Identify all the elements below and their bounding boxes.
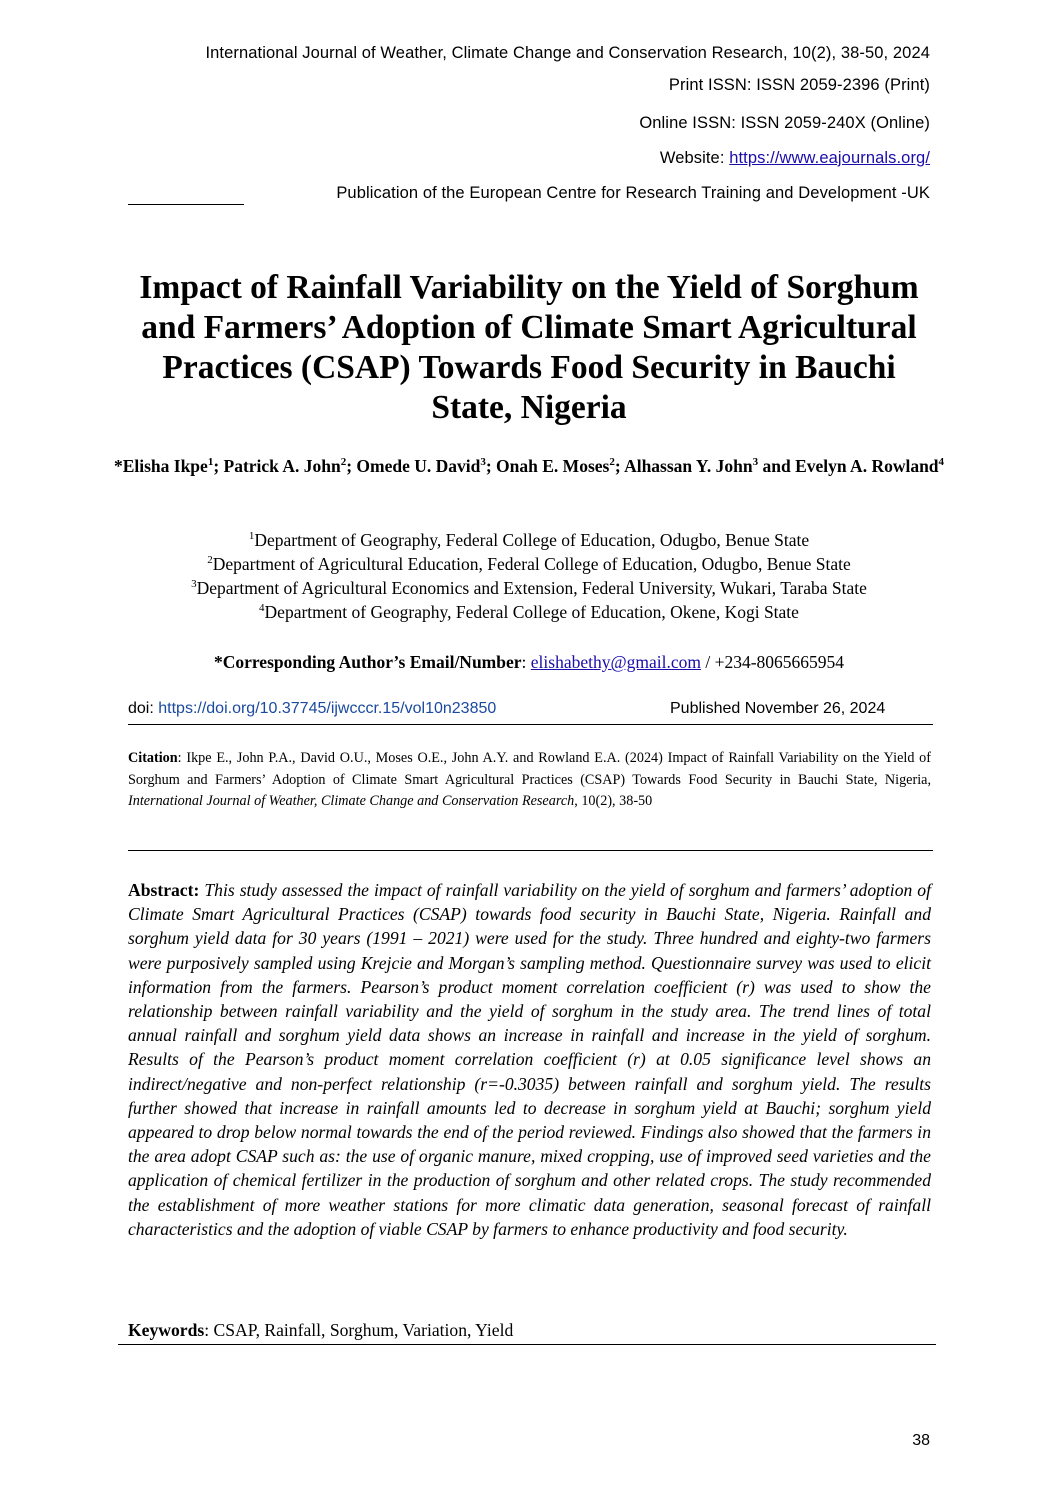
abstract [128, 878, 931, 1241]
website-link[interactable]: https://www.eajournals.org/ [729, 149, 930, 167]
website-line [660, 149, 930, 168]
author: Omede U. David$^3$; [356, 456, 497, 476]
page-number: 38 [912, 1432, 930, 1449]
header-divider [128, 204, 244, 205]
citation-divider [128, 850, 933, 851]
affiliation: $^2$Department of Agricultural Education, Federal College of Education, Odugbo, Benue State [207, 554, 851, 574]
corresponding-email-link[interactable]: elishabethy@gmail.com [530, 652, 701, 672]
keywords [128, 1320, 513, 1341]
doi-divider [128, 724, 933, 725]
keywords-divider [118, 1344, 936, 1345]
citation: Citation: Ikpe E., John P.A., David O.U., Moses O.E., John A.Y. and Rowland E.A. (2024) Impact of Rainfall Variability on the Yield of Sorghum and Farmers’ Adoption of Climate Smart Agricultural Practices (CSAP) Towards Food Security in Bauchi State, Nigeria, International Journal of Weather, Climate Change and Conservation Research, 10(2), 38-50 [128, 750, 931, 809]
author: *Elisha Ikpe$^1$; [113, 456, 224, 476]
corresponding-label: *Corresponding Author’s Email/Number [213, 652, 522, 672]
author: Patrick A. John$^2$; [223, 456, 357, 476]
corresponding-phone: / +234-8065665954 [700, 652, 845, 672]
doi-link[interactable]: https://doi.org/10.37745/ijwcccr.15/vol10n23850 [158, 700, 497, 717]
print-issn: Print ISSN: ISSN 2059-2396 (Print) [668, 76, 930, 94]
website-label: Website: [659, 149, 730, 167]
abstract-text: This study assessed the impact of rainfall variability on the yield of sorghum and farmers’ adoption of Climate Smart Agricultural Practices (CSAP) towards food security in Bauchi State, Nigeria. Rainfall and sorghum yield data for 30 years (1991 – 2021) were used for the study. Three hundred and eighty-two farmers were purposively sampled using Krejcie and Morgan’s sampling method. Questionnaire survey was used to elicit information from the farmers. Pearson’s product moment correlation coefficient (r) was used to show the relationship between rainfall variability and the yield of sorghum in the study area. The trend lines of total annual rainfall and sorghum yield data shows an increase in rainfall and increase in the yield of sorghum. Results of the Pearson’s product moment correlation coefficient (r) at 0.05 significance level shows an indirect/negative and non-perfect relationship (r=-0.3035) between rainfall and sorghum yield. The results further showed that increase in rainfall amounts led to decrease in sorghum yield at Bauchi; sorghum yield appeared to drop below normal towards the end of the period reviewed. Findings also showed that the farmers in the area adopt CSAP such as: the use of organic manure, mixed cropping, use of improved seed varieties and the application of chemical fertilizer in the production of sorghum and other related crops. The study recommended the establishment of more weather stations for more climatic data generation, seasonal forecast of rainfall characteristics and the adoption of viable CSAP by farmers to enhance productivity and food security. [128, 880, 931, 1239]
author-list [110, 454, 948, 478]
affiliation-list [100, 528, 958, 624]
author: Evelyn A. Rowland$^4$ [795, 456, 945, 476]
paper-title: Impact of Rainfall Variability on the Yield of Sorghum and Farmers’ Adoption of Climate Smart Agricultural Practices (CSAP) Towards Food Security in Bauchi State, Nigeria [139, 269, 919, 426]
published-date: Published November 26, 2024 [670, 700, 886, 717]
publisher-line: Publication of the European Centre for Research Training and Development -UK [336, 184, 930, 202]
affiliation: $^1$Department of Geography, Federal College of Education, Odugbo, Benue State [248, 530, 810, 550]
author: Onah E. Moses$^2$; [496, 456, 625, 476]
doi-line: doi: https://doi.org/10.37745/ijwcccr.15/vol10n23850 [128, 700, 497, 717]
keywords-text: : CSAP, Rainfall, Sorghum, Variation, Yield [204, 1320, 514, 1340]
online-issn: Online ISSN: ISSN 2059-240X (Online) [639, 114, 930, 132]
journal-line: International Journal of Weather, Climate Change and Conservation Research, 10(2), 38-50, 2024 [205, 44, 930, 62]
corresponding-author: *Corresponding Author’s Email/Number: elishabethy@gmail.com / +234-8065665954 [213, 652, 845, 672]
affiliation: $^3$Department of Agricultural Economics and Extension, Federal University, Wukari, Taraba State [191, 578, 867, 598]
affiliation: $^4$Department of Geography, Federal College of Education, Okene, Kogi State [259, 602, 799, 622]
author: Alhassan Y. John$^3$ and [624, 456, 796, 476]
citation-journal: International Journal of Weather, Climate Change and Conservation Research [128, 793, 575, 809]
keywords-label: Keywords [128, 1320, 205, 1340]
citation-label: Citation [128, 750, 178, 766]
abstract-label: Abstract: [128, 880, 200, 900]
